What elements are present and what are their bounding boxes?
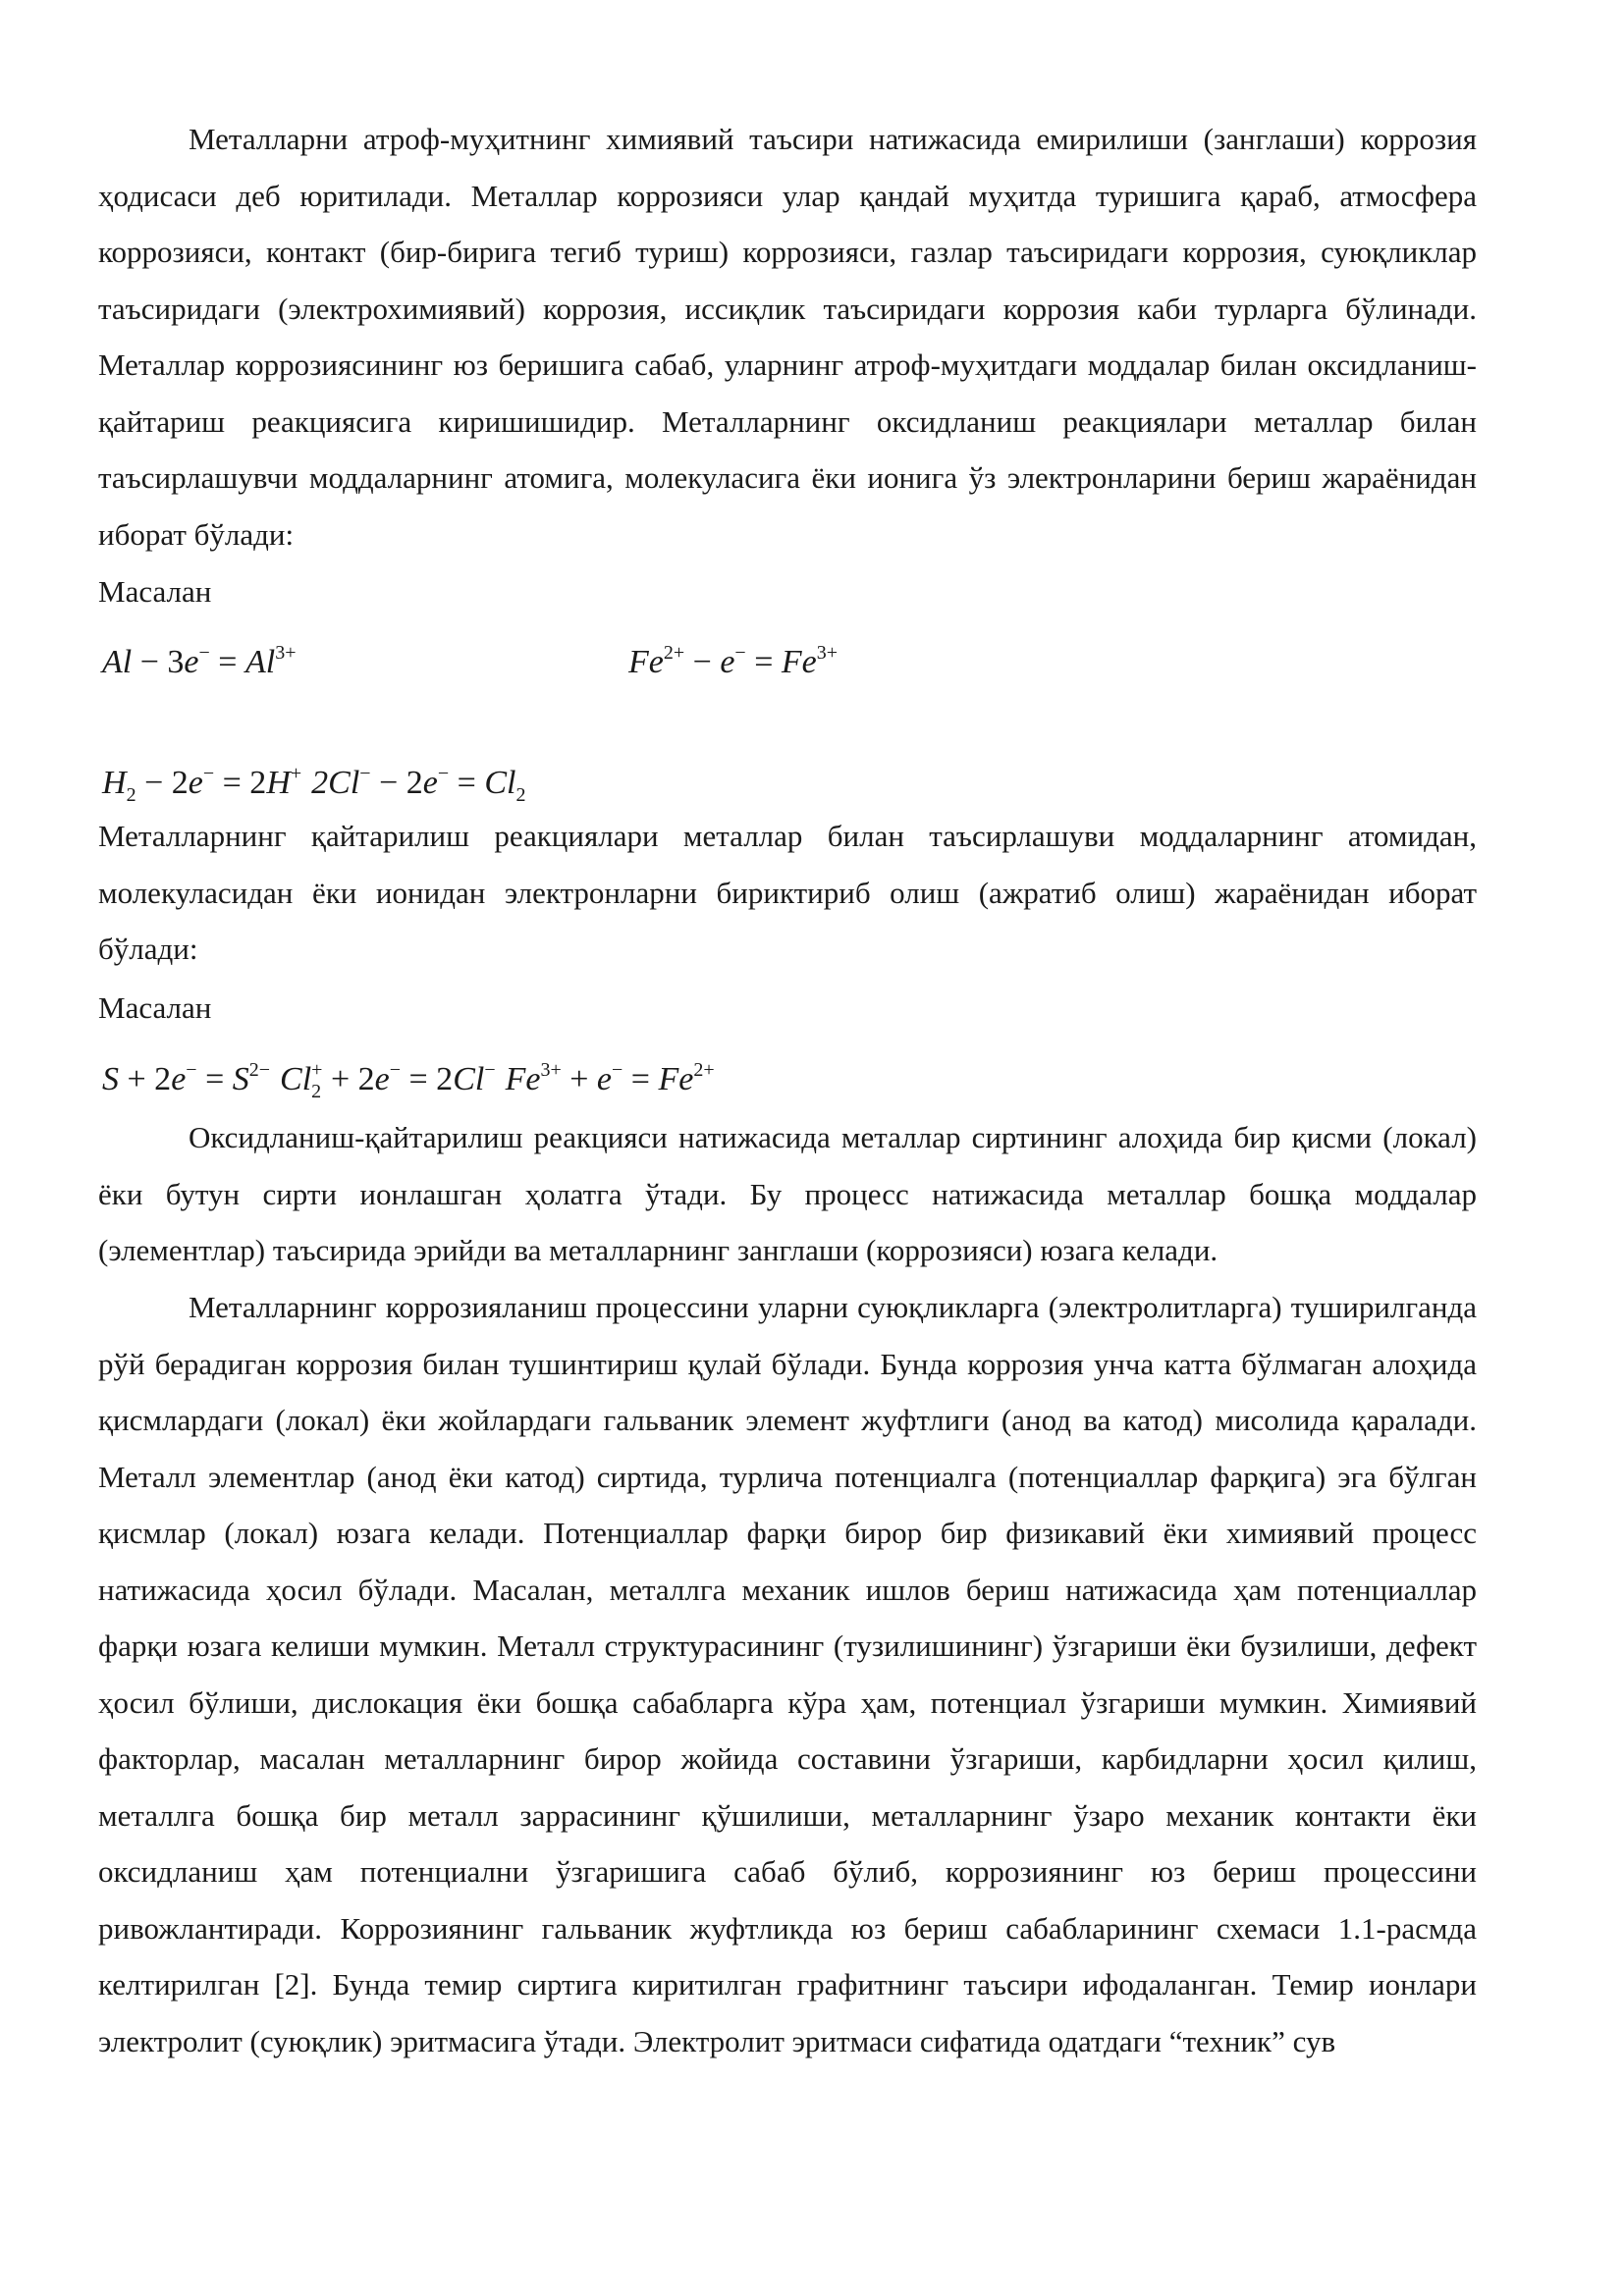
formula-chloride-oxidation: $2Cl^- - 2e^- = Cl_2$ (311, 763, 526, 806)
paragraph-reduction-reactions (98, 808, 1477, 978)
formula-reduction-examples (102, 1050, 715, 1111)
paragraph-text: Металларнинг қайтарилиш реакциялари металлар билан таъсирлашуви моддаларнинг атомидан, молекуласидан ёки ионидан электронларни бириктириб олиш (ажратиб олиш) жараёнидан иборат бўлади: (98, 819, 1477, 966)
formula-sulfur-reduction: $S + 2e^- = S^{2-}$ (102, 1059, 271, 1097)
formula-hydrogen-oxidation: $H_2 - 2e^- = 2H^+$ (102, 763, 302, 806)
formula-iron-oxidation: $Fe^{2+} - e^- = Fe^{3+}$ (628, 642, 839, 680)
paragraph-redox-result (98, 1109, 1477, 1279)
paragraph-corrosion-definition (98, 111, 1477, 562)
formula-hydrogen-chlorine-oxidation (102, 754, 525, 815)
example-label: Масалан (98, 990, 212, 1025)
paragraph-text: Металларни атроф-муҳитнинг химиявий таъсири натижасида емирилиши (занглаши) коррозия ҳодисаси деб юритилади. Металлар коррозияси улар қандай муҳитда туришига қараб, атмосфера коррозияси, контакт (бир-бирига тегиб туриш) коррозияси, газлар таъсиридаги коррозия, суюқликлар таъсиридаги (электрохимиявий) коррозия, иссиқлик таъсиридаги коррозия каби турларга бўлинади. Металлар коррозиясининг юз беришига сабаб, уларнинг атроф-муҳитдаги моддалар билан оксидланиш-қайтариш реакциясига киришишидир. Металларнинг оксидланиш реакциялари металлар билан таъсирлашувчи моддаларнинг атомига, молекуласига ёки ионига ўз электронларини бериш жараёнидан иборат бўлади: (98, 122, 1477, 552)
example-label: Масалан (98, 574, 212, 609)
formula-aluminium-oxidation: $Al - 3e^- = Al^{3+}$ (102, 642, 297, 680)
paragraph-galvanic-corrosion (98, 1279, 1477, 2069)
formula-iron-reduction: $Fe^{3+} + e^- = Fe^{2+}$ (505, 1059, 715, 1097)
paragraph-text: Оксидланиш-қайтарилиш реакцияси натижасида металлар сиртининг алоҳида бир қисми (локал) ёки бутун сирти ионлашган ҳолатга ўтади. Бу процесс натижасида металлар бошқа моддалар (элементлар) таъсирида эрийди ва металларнинг занглаши (коррозияси) юзага келади. (98, 1120, 1477, 1267)
formula-chlorine-reduction: $Cl_2^+ + 2e^- = 2Cl^-$ (280, 1059, 496, 1102)
paragraph-text: Металларнинг коррозияланиш процессини уларни суюқликларга (электролитларга) туширилганда рўй берадиган коррозия билан тушинтириш қулай бўлади. Бунда коррозия унча катта бўлмаган алоҳида қисмлардаги (локал) ёки жойлардаги гальваник элемент жуфтлиги (анод ва катод) мисолида қаралади. Металл элементлар (анод ёки катод) сиртида, турлича потенциалга (потенциаллар фарқига) эга бўлган қисмлар (локал) юзага келади. Потенциаллар фарқи бирор бир физикавий ёки химиявий процесс натижасида ҳосил бўлади. Масалан, металлга механик ишлов бериш натижасида ҳам потенциаллар фарқи юзага келиши мумкин. Металл структурасининг (тузилишининг) ўзгариши ёки бузилиши, дефект ҳосил бўлиши, дислокация ёки бошқа сабабларга кўра ҳам, потенциал ўзгариши мумкин. Химиявий факторлар, масалан металларнинг бирор жойида составини ўзгариши, карбидларни ҳосил қилиш, металлга бошқа бир металл заррасининг қўшилиши, металларнинг ўзаро механик контакти ёки оксидланиш ҳам потенциални ўзгаришига сабаб бўлиб, коррозиянинг юз бериш процессини ривожлантиради. Коррозиянинг гальваник жуфтликда юз бериш сабабларининг схемаси 1.1-расмда келтирилган [2]. Бунда темир сиртига киритилган графитнинг таъсири ифодаланган. Темир ионлари электролит (суюқлик) эритмасига ўтади. Электролит эритмаси сифатида одатдаги “техник” сув (98, 1290, 1477, 2058)
